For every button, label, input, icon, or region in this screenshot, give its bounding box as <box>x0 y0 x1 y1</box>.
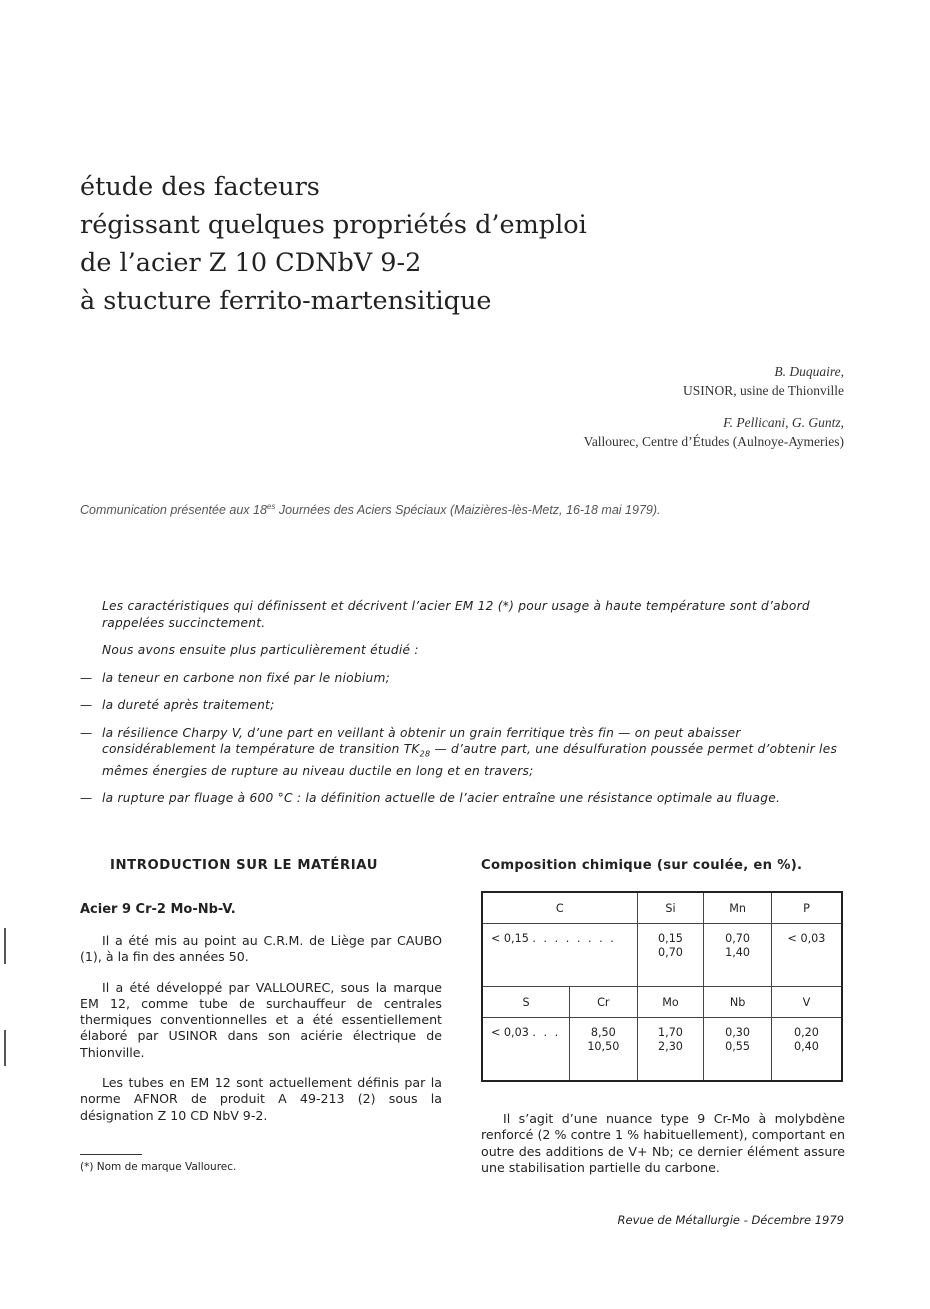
abstract-paragraph: Nous avons ensuite plus particulièrement étudié : <box>102 643 419 657</box>
list-item-text-part: la résilience Charpy V, d’une part en veillant à obtenir un grain ferritique très fin — on peut abaisser considérablement la température de transition TK <box>102 725 741 756</box>
table-header-cell: V <box>771 987 842 1018</box>
list-dash: — <box>80 725 93 740</box>
list-dash: — <box>80 791 93 806</box>
abstract-list-item <box>80 670 844 687</box>
list-dash: — <box>80 698 93 712</box>
leader-dots: . . . <box>532 1026 561 1039</box>
author-name: B. Duquaire, <box>774 364 844 379</box>
cell-value-max: 0,55 <box>725 1040 751 1053</box>
table-header-cell: C <box>482 892 637 924</box>
abstract-list-item <box>80 697 844 714</box>
cell-value-min: 0,15 <box>658 932 683 945</box>
cell-value-min: 1,70 <box>658 1026 683 1039</box>
list-item-text-part: — d’autre part, une désulfuration poussée permet d’obtenir les mêmes énergies de rupture au niveau ductile en long et en travers; <box>102 742 838 778</box>
cell-value-min: 0,20 <box>793 1026 819 1039</box>
cell-value-min: 8,50 <box>590 1026 616 1039</box>
body-paragraph: Il a été mis au point au C.R.M. de Liège par CAUBO (1), à la fin des années 50. <box>80 933 442 965</box>
table-cell <box>704 1018 772 1082</box>
title-line: étude des facteurs <box>80 172 320 202</box>
table-cell <box>482 1018 570 1082</box>
table-cell <box>570 1018 638 1082</box>
body-paragraph: Les tubes en EM 12 sont actuellement définis par la norme AFNOR de produit A 49-213 (2) sous la désignation Z 10 CD NbV 9-2. <box>80 1075 442 1123</box>
cell-value: < 0,15 <box>491 932 529 945</box>
list-item-text <box>102 725 844 780</box>
table-cell <box>637 1018 704 1082</box>
list-dash: — <box>80 670 93 685</box>
subscript: 28 <box>419 749 431 759</box>
communication-note <box>80 502 860 517</box>
table-header-cell: Cr <box>570 987 638 1018</box>
table-cell <box>637 924 704 987</box>
author-name: F. Pellicani, G. Guntz, <box>723 415 844 430</box>
table-cell <box>482 924 637 987</box>
table-cell <box>771 1018 842 1082</box>
list-item-text: la rupture par fluage à 600 °C : la définition actuelle de l’acier entraîne une résistance optimale au fluage. <box>102 791 781 806</box>
cell-value-min: 0,70 <box>725 932 751 945</box>
table-header-cell: P <box>771 892 842 924</box>
cell-value: < 0,03 <box>491 1026 529 1039</box>
title-line: régissant quelques propriétés d’emploi <box>80 210 587 240</box>
section-heading: INTRODUCTION SUR LE MATÉRIAU <box>110 858 379 873</box>
communication-text: Journées des Aciers Spéciaux (Maizières-lès-Metz, 16-18 mai 1979). <box>275 503 661 518</box>
table-header-cell: Mo <box>637 987 704 1018</box>
list-item-text: la dureté après traitement; <box>102 698 275 712</box>
table-cell: < 0,03 <box>771 924 842 987</box>
abstract-paragraph: Les caractéristiques qui définissent et décrivent l’acier EM 12 (*) pour usage à haute température sont d’abord rappelées succinctement. <box>102 599 810 630</box>
author-block <box>584 362 844 464</box>
leader-dots: . . . . . . . . <box>532 932 616 945</box>
title-line: à stucture ferrito-martensitique <box>80 286 492 316</box>
cell-value-max: 2,30 <box>658 1040 683 1053</box>
list-item-text: la teneur en carbone non fixé par le niobium; <box>102 670 390 685</box>
scan-edge-mark <box>4 1030 6 1066</box>
communication-superscript: es <box>266 502 276 511</box>
cell-value-max: 10,50 <box>587 1040 620 1053</box>
cell-value-min: 0,30 <box>725 1026 751 1039</box>
table-header-cell: Nb <box>704 987 772 1018</box>
composition-column <box>481 858 845 1176</box>
table-header-cell: S <box>482 987 570 1018</box>
journal-footer: Revue de Métallurgie - Décembre 1979 <box>617 1213 844 1227</box>
composition-table <box>481 891 843 1082</box>
title-line: de l’acier Z 10 CDNbV 9-2 <box>80 248 422 278</box>
table-header-cell: Si <box>637 892 704 924</box>
cell-value-max: 0,40 <box>793 1040 819 1053</box>
table-header-cell: Mn <box>704 892 772 924</box>
author-affiliation: Vallourec, Centre d’Études (Aulnoye-Aymeries) <box>583 434 844 449</box>
article-title <box>80 168 700 320</box>
intro-column <box>80 858 442 1173</box>
communication-text: Communication présentée aux 18 <box>80 503 267 518</box>
table-title: Composition chimique (sur coulée, en %). <box>481 858 803 873</box>
cell-value-max: 1,40 <box>725 946 751 959</box>
abstract <box>80 598 844 818</box>
subsection-heading: Acier 9 Cr-2 Mo-Nb-V. <box>80 902 236 917</box>
body-paragraph: Il a été développé par VALLOUREC, sous la marque EM 12, comme tube de surchauffeur de centrales thermiques conventionnelles et a été essentiellement élaboré par USINOR dans son aciérie électrique de Thionville. <box>80 979 442 1060</box>
body-paragraph: Il s’agit d’une nuance type 9 Cr-Mo à molybdène renforcé (2 % contre 1 % habituellement), comportant en outre des additions de V+ Nb; ce dernier élément assure une stabilisation partielle du carbone. <box>481 1111 845 1175</box>
scan-edge-mark <box>4 928 6 964</box>
footnote: (*) Nom de marque Vallourec. <box>80 1160 237 1173</box>
author-affiliation: USINOR, usine de Thionville <box>683 383 844 398</box>
footnote-rule <box>80 1154 142 1155</box>
abstract-list-item <box>80 790 844 807</box>
abstract-list-item <box>80 725 844 780</box>
cell-value-max: 0,70 <box>658 946 683 959</box>
table-cell <box>704 924 772 987</box>
